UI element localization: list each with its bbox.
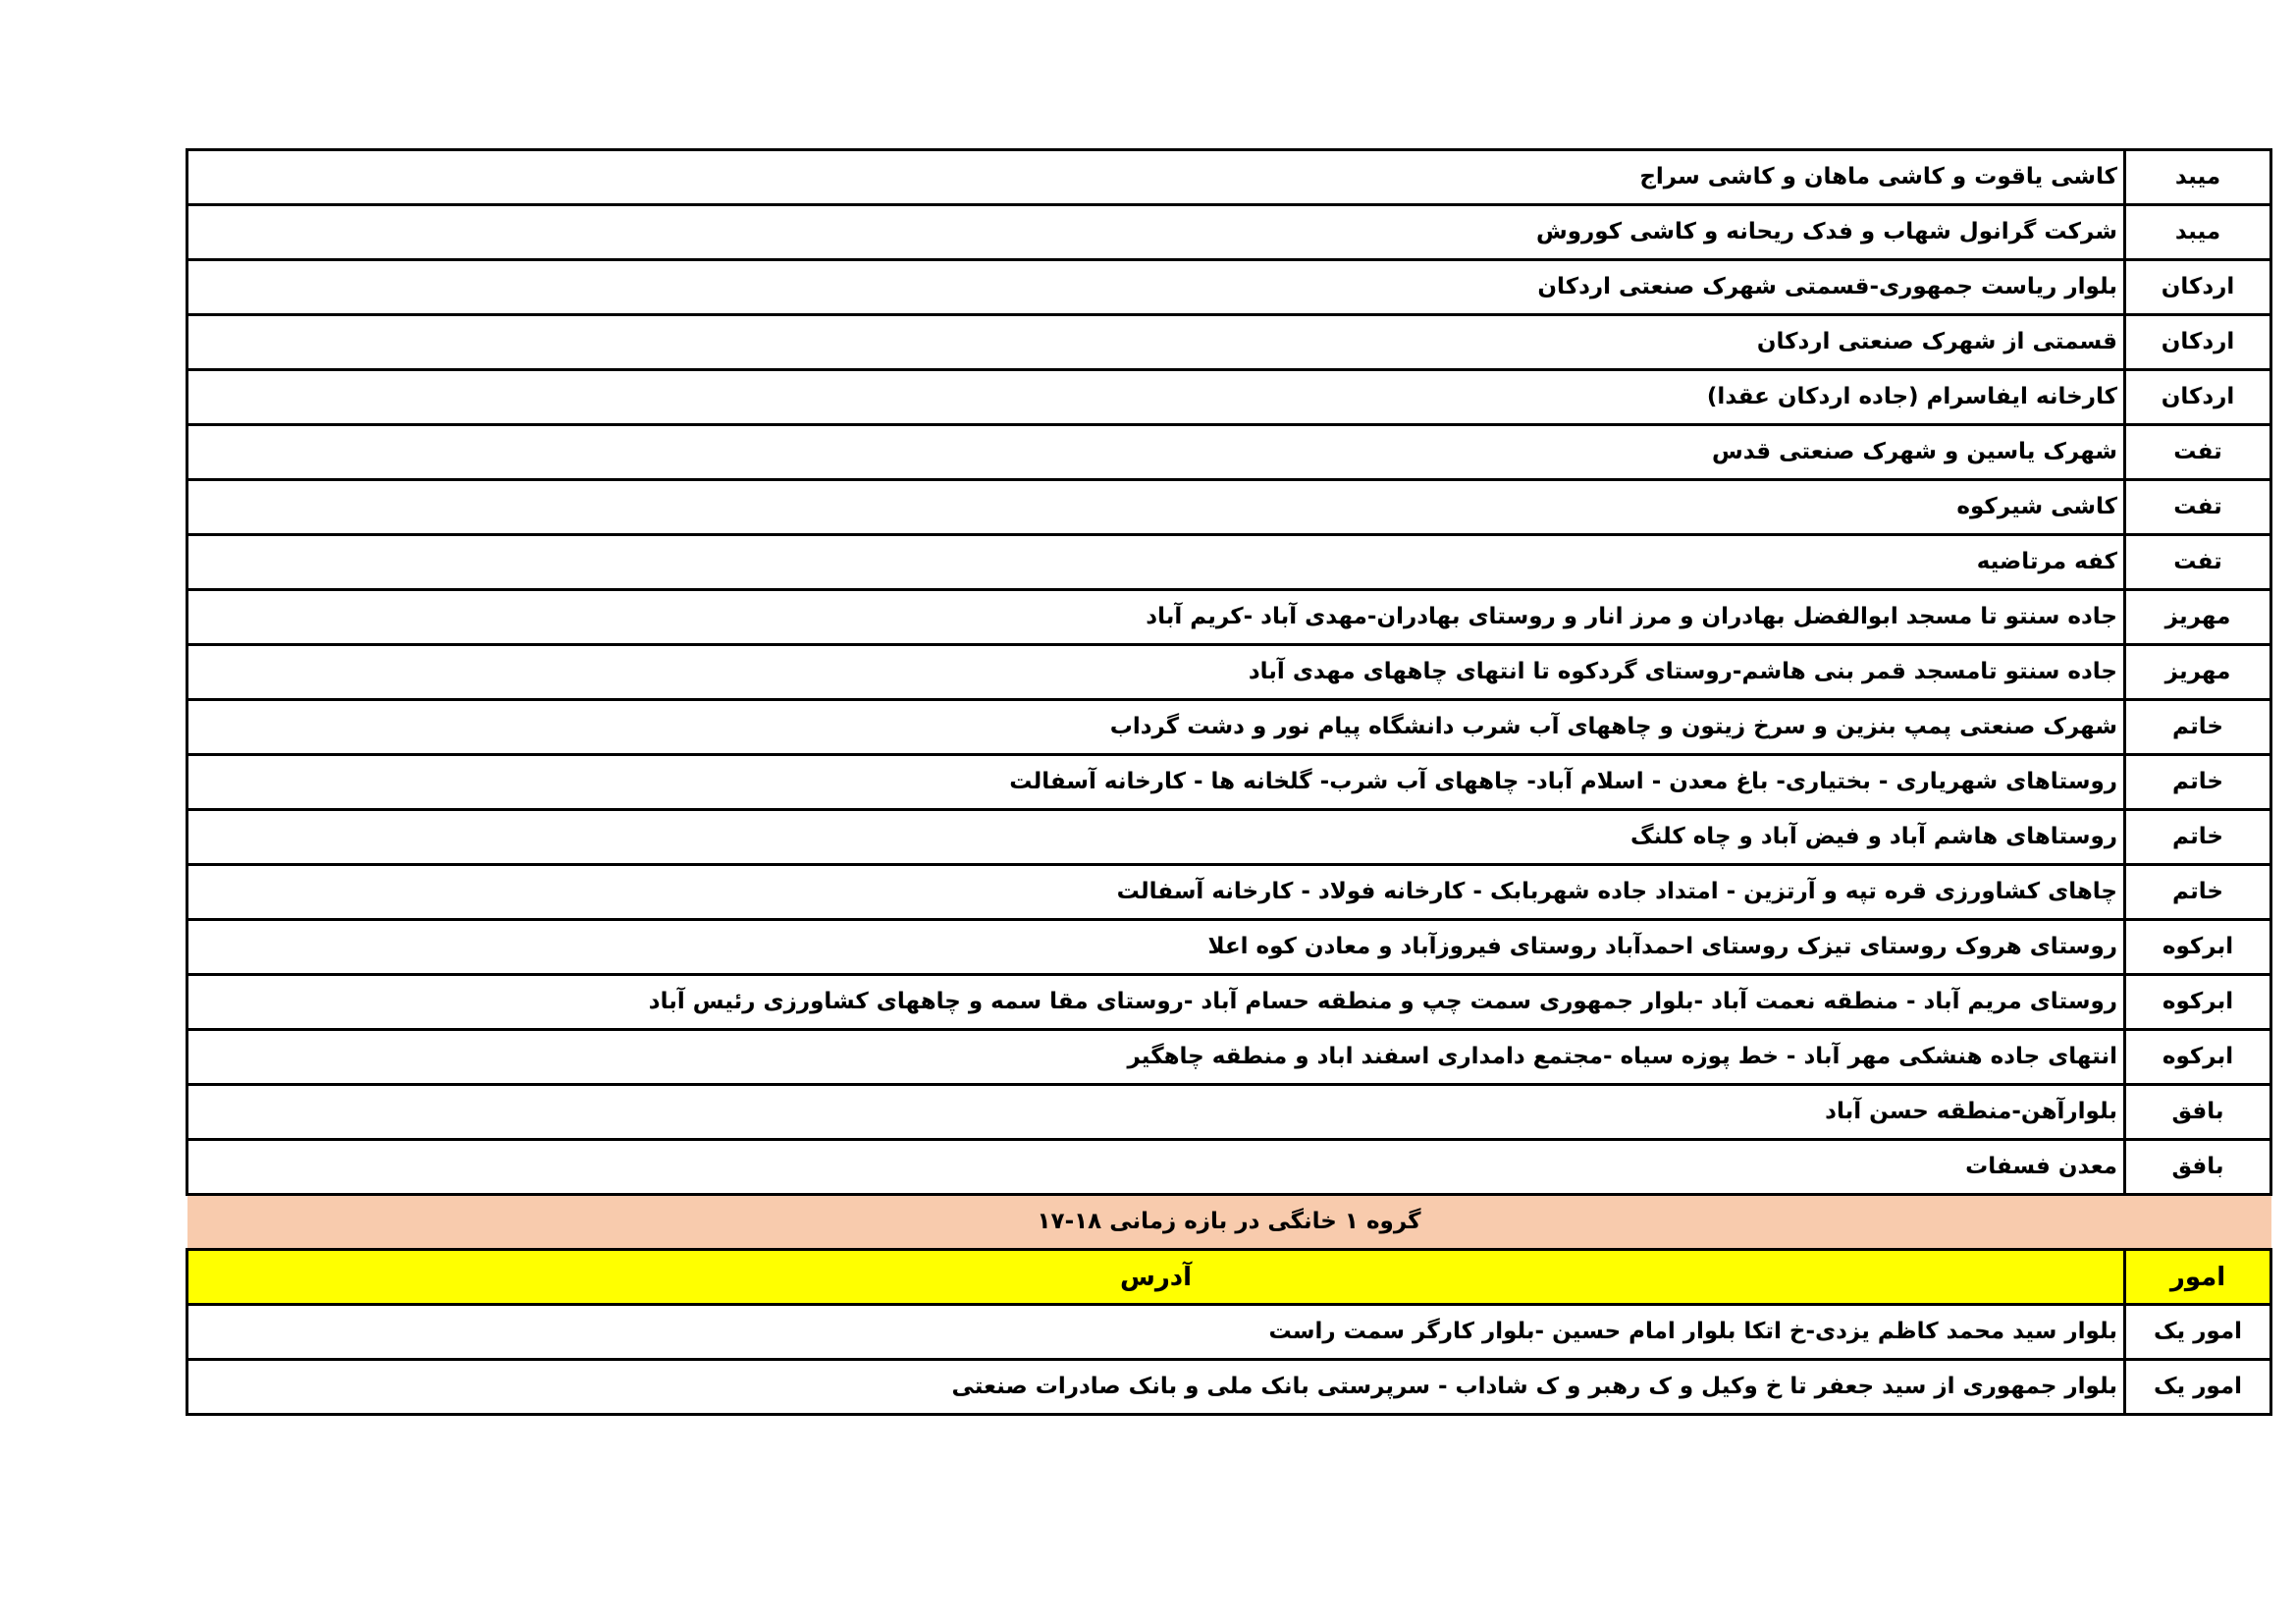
- address-cell: بلوار جمهوری از سید جعفر تا خ وکیل و ک رهبر و ک شاداب - سرپرستی بانک ملی و بانک صادرات صنعتی: [187, 1360, 2125, 1415]
- address-cell: انتهای جاده هنشکی مهر آباد - خط پوزه سیاه -مجتمع دامداری اسفند اباد و منطقه چاهگیر: [187, 1030, 2125, 1085]
- area-cell: مهریز: [2125, 645, 2271, 700]
- address-cell: بلوارآهن-منطقه حسن آباد: [187, 1085, 2125, 1140]
- table-row: [187, 920, 2271, 975]
- address-cell: روستای هروک روستای تیزک روستای احمدآباد روستای فیروزآباد و معادن کوه اعلا: [187, 920, 2125, 975]
- area-cell: امور یک: [2125, 1305, 2271, 1360]
- area-cell: خاتم: [2125, 810, 2271, 865]
- address-cell: جاده سنتو تا مسجد ابوالفضل بهادران و مرز انار و روستای بهادران-مهدی آباد -کریم آباد: [187, 590, 2125, 645]
- table-row: [187, 590, 2271, 645]
- table-row: [187, 810, 2271, 865]
- address-cell: کارخانه ایفاسرام (جاده اردکان عقدا): [187, 370, 2125, 425]
- area-cell: اردکان: [2125, 315, 2271, 370]
- address-cell: شهرک صنعتی پمپ بنزین و سرخ زیتون و چاههای آب شرب دانشگاه پیام نور و دشت گرداب: [187, 700, 2125, 755]
- area-cell: خاتم: [2125, 700, 2271, 755]
- address-cell: روستاهای هاشم آباد و فیض آباد و چاه کلنگ: [187, 810, 2125, 865]
- table-row: [187, 1085, 2271, 1140]
- address-cell: بلوار ریاست جمهوری-قسمتی شهرک صنعتی اردکان: [187, 260, 2125, 315]
- table-row: [187, 1030, 2271, 1085]
- area-cell: بافق: [2125, 1140, 2271, 1195]
- table-row: [187, 700, 2271, 755]
- table-row: [187, 645, 2271, 700]
- area-column-header: امور: [2125, 1250, 2271, 1305]
- address-cell: روستای مریم آباد - منطقه نعمت آباد -بلوار جمهوری سمت چپ و منطقه حسام آباد -روستای مقا سمه و چاههای کشاورزی رئیس آباد: [187, 975, 2125, 1030]
- address-cell: چاهای کشاورزی قره تپه و آرتزین - امتداد جاده شهربابک - کارخانه فولاد - کارخانه آسفالت: [187, 865, 2125, 920]
- table-row: [187, 205, 2271, 260]
- table-row: [187, 975, 2271, 1030]
- area-cell: ابرکوه: [2125, 1030, 2271, 1085]
- table-row: [187, 150, 2271, 205]
- address-cell: کفه مرتاضیه: [187, 535, 2125, 590]
- area-cell: مهریز: [2125, 590, 2271, 645]
- address-cell: شهرک یاسین و شهرک صنعتی قدس: [187, 425, 2125, 480]
- group-title-row: [187, 1195, 2271, 1250]
- address-cell: معدن فسفات: [187, 1140, 2125, 1195]
- address-cell: کاشی یاقوت و کاشی ماهان و کاشی سراج: [187, 150, 2125, 205]
- table-row: [187, 260, 2271, 315]
- table-row: [187, 370, 2271, 425]
- area-cell: امور یک: [2125, 1360, 2271, 1415]
- address-cell: کاشی شیرکوه: [187, 480, 2125, 535]
- area-cell: اردکان: [2125, 260, 2271, 315]
- table-row: [187, 755, 2271, 810]
- area-cell: تفت: [2125, 425, 2271, 480]
- address-cell: قسمتی از شهرک صنعتی اردکان: [187, 315, 2125, 370]
- table-row: [187, 535, 2271, 590]
- area-cell: اردکان: [2125, 370, 2271, 425]
- area-cell: ابرکوه: [2125, 975, 2271, 1030]
- address-cell: جاده سنتو تامسجد قمر بنی هاشم-روستای گردکوه تا انتهای چاههای مهدی آباد: [187, 645, 2125, 700]
- area-cell: تفت: [2125, 535, 2271, 590]
- table-row: [187, 1140, 2271, 1195]
- area-cell: میبد: [2125, 205, 2271, 260]
- table-row: [187, 315, 2271, 370]
- address-cell: شرکت گرانول شهاب و فدک ریحانه و کاشی کوروش: [187, 205, 2125, 260]
- area-cell: خاتم: [2125, 755, 2271, 810]
- area-cell: میبد: [2125, 150, 2271, 205]
- table-row: [187, 865, 2271, 920]
- outage-schedule-table: [186, 148, 2272, 1416]
- area-cell: ابرکوه: [2125, 920, 2271, 975]
- table-row: [187, 1360, 2271, 1415]
- group-title: گروه ۱ خانگی در بازه زمانی ۱۸-۱۷: [187, 1195, 2271, 1250]
- address-column-header: آدرس: [187, 1250, 2125, 1305]
- address-cell: بلوار سید محمد کاظم یزدی-خ اتکا بلوار امام حسین -بلوار کارگر سمت راست: [187, 1305, 2125, 1360]
- address-cell: روستاهای شهریاری - بختیاری- باغ معدن - اسلام آباد- چاههای آب شرب- گلخانه ها - کارخانه آسفالت: [187, 755, 2125, 810]
- area-cell: خاتم: [2125, 865, 2271, 920]
- table-row: [187, 425, 2271, 480]
- table-row: [187, 480, 2271, 535]
- area-cell: بافق: [2125, 1085, 2271, 1140]
- table-row: [187, 1305, 2271, 1360]
- area-cell: تفت: [2125, 480, 2271, 535]
- table-header-row: [187, 1250, 2271, 1305]
